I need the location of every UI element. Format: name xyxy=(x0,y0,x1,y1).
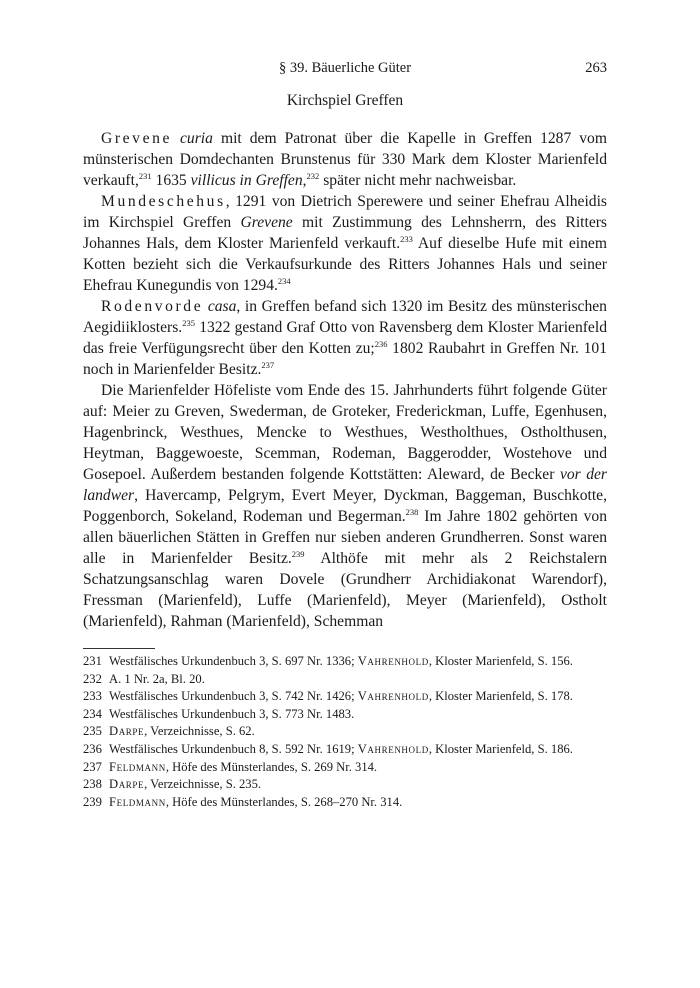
body-text xyxy=(83,128,607,632)
footnote-ref: 234 xyxy=(277,275,291,286)
section-title: Kirchspiel Greffen xyxy=(286,92,404,109)
footnote-text: , Verzeichnisse, S. 62. xyxy=(144,724,255,739)
author-name: Darpe xyxy=(109,724,145,739)
spaced-term: Mundeschehus xyxy=(101,193,226,210)
spaced-term: Rodenvorde xyxy=(101,298,204,315)
paragraph-text: 1322 gestand Graf Otto von Ravensberg dem Kloster Marienfeld das freie Verfügungsrecht über den Kotten zu; xyxy=(83,319,607,357)
footnote-divider xyxy=(83,648,155,649)
spaced-term: Grevene xyxy=(101,130,173,147)
paragraph-text: mit Zustimmung des Lehnsherrn, des Ritters Johannes Hals, dem Kloster Marienfeld verkauft. xyxy=(83,214,607,252)
footnote-text: , Kloster Marienfeld, S. 178. xyxy=(428,689,573,704)
footnote-number: 232 xyxy=(83,671,102,686)
footnote-number: 238 xyxy=(83,777,102,792)
author-name: Feldmann xyxy=(109,794,166,809)
footnote-number: 236 xyxy=(83,741,102,756)
paragraph-text: Auf dieselbe Hufe mit einem Kotten bezieht sich die Verkaufsurkunde des Ritters Johannes Hals und seiner Ehefrau Kunegundis von 1294. xyxy=(83,235,607,294)
paragraph-text: mit dem Patronat über die Kapelle in Greffen 1287 vom münsterischen Domdechanten Brunstenus für 330 Mark dem Kloster Marienfeld verkauft, xyxy=(83,130,607,189)
footnote-text: , Kloster Marienfeld, S. 186. xyxy=(428,741,573,756)
author-name: Vahrenhold xyxy=(357,689,429,704)
paragraph-text: Im Jahre 1802 gehörten von allen bäuerlichen Stätten in Greffen nur sieben anderen Grundherren. Sonst waren alle in Marienfelder Besitz. xyxy=(83,508,607,567)
footnote xyxy=(83,706,607,724)
paragraph-hoefeliste xyxy=(83,380,607,632)
footnote-ref: 236 xyxy=(374,338,388,349)
footnote-text: Westfälisches Urkundenbuch 3, S. 697 Nr. 1336; xyxy=(109,654,355,668)
footnote xyxy=(83,671,607,689)
footnote-text: Westfälisches Urkundenbuch 3, S. 742 Nr. 1426; xyxy=(109,689,355,704)
footnote-text: Westfälisches Urkundenbuch 3, S. 773 Nr. 1483. xyxy=(109,706,355,721)
footnote xyxy=(83,759,607,777)
paragraph-grevene xyxy=(83,128,607,191)
italic-term: Grevene xyxy=(240,214,293,231)
italic-term: vor der landwer xyxy=(83,466,607,504)
footnote-text: Westfälisches Urkundenbuch 8, S. 592 Nr. 1619; xyxy=(109,741,355,756)
footnote-ref: 231 xyxy=(138,170,152,181)
footnote xyxy=(83,688,607,706)
footnote-text: , Höfe des Münsterlandes, S. 268–270 Nr. 314. xyxy=(165,794,403,809)
footnote-ref: 232 xyxy=(306,170,320,181)
book-page xyxy=(83,60,607,811)
footnote-number: 233 xyxy=(83,689,102,704)
paragraph-text: , 1291 von Dietrich Sperewere und seiner Ehefrau Alheidis im Kirchspiel Greffen xyxy=(83,193,607,231)
paragraph-text: 1802 Raubahrt in Greffen Nr. 101 noch in Marienfelder Besitz. xyxy=(83,340,607,378)
paragraph-text: Die Marienfelder Höfeliste vom Ende des 15. Jahrhunderts führt folgende Güter auf: Meier zu Greven, Swederman, de Groteker, Frederickman, Luffe, Egenhusen, Hagenbrinck, Westhues, Mencke to Westhues, Westholthues, Ostholthusen, Heytman, Baggewoeste, Scemman, Rodeman, Baggerodder, Wostehove und Gosepoel. Außerdem bestanden folgende Kottstätten: Aleward, de Becker xyxy=(83,382,607,483)
paragraph-rodenvorde xyxy=(83,296,607,380)
author-name: Vahrenhold xyxy=(357,741,429,756)
paragraph-text: , Havercamp, Pelgrym, Evert Meyer, Dyckman, Baggeman, Buschkotte, Poggenborch, Sokeland, Rodeman und Begerman. xyxy=(83,487,607,525)
footnote-number: 239 xyxy=(83,794,102,809)
footnote-number: 235 xyxy=(83,724,102,739)
footnote-ref: 238 xyxy=(405,506,419,517)
footnote-ref: 235 xyxy=(182,317,195,328)
italic-term: curia xyxy=(180,130,213,147)
author-name: Feldmann xyxy=(109,759,166,774)
footnote-ref: 237 xyxy=(261,359,275,370)
paragraph-text: 1635 xyxy=(155,172,187,189)
page-number: 263 xyxy=(585,60,607,76)
footnote-number: 234 xyxy=(83,706,102,721)
footnote-text: , Verzeichnisse, S. 235. xyxy=(144,777,262,792)
footnote-text: , Höfe des Münsterlandes, S. 269 Nr. 314. xyxy=(165,759,378,774)
author-name: Vahrenhold xyxy=(357,654,429,668)
footnote-ref: 233 xyxy=(400,233,413,244)
footnote-number: 231 xyxy=(83,654,102,668)
running-title: § 39. Bäuerliche Güter xyxy=(278,60,412,76)
footnote-number: 237 xyxy=(83,759,102,774)
paragraph-mundeschehus xyxy=(83,191,607,296)
italic-term: casa xyxy=(207,298,237,315)
running-header xyxy=(83,60,607,82)
footnotes xyxy=(83,653,607,811)
paragraph-text: später nicht mehr nachweisbar. xyxy=(323,172,517,189)
footnote-text: , Kloster Marienfeld, S. 156. xyxy=(428,654,573,668)
footnote-text: A. 1 Nr. 2a, Bl. 20. xyxy=(109,671,205,686)
footnote xyxy=(83,653,607,671)
footnote xyxy=(83,794,607,812)
footnote xyxy=(83,776,607,794)
author-name: Darpe xyxy=(109,777,145,792)
paragraph-text: , in Greffen befand sich 1320 im Besitz des münsterischen Aegidiiklosters. xyxy=(83,298,607,336)
footnote xyxy=(83,723,607,741)
paragraph-text: Althöfe mit mehr als 2 Reichstalern Schatzungsanschlag waren Dovele (Grundherr Archidiakonat Warendorf), Fressman (Marienfeld), Luffe (Marienfeld), Meyer (Marienfeld), Ostholt (Marienfeld), Rahman (Marienfeld), Schemman xyxy=(83,550,607,630)
footnote xyxy=(83,741,607,759)
paragraph-text: , xyxy=(302,172,307,189)
footnote-ref: 239 xyxy=(291,548,305,559)
italic-term: villicus in Greffen xyxy=(190,172,303,189)
